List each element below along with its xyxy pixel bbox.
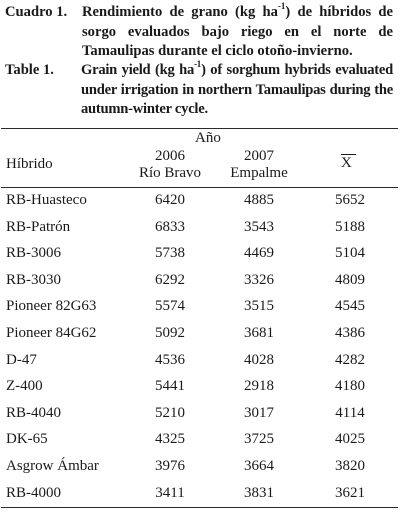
table-row <box>0 348 401 375</box>
hybrid-name-cell: RB-Huasteco <box>6 192 87 208</box>
yield-mean-cell: 4114 <box>335 404 365 421</box>
yield-mean-cell: 4809 <box>335 271 365 288</box>
yield-2007-cell: 4028 <box>244 351 274 368</box>
table-body <box>0 188 401 507</box>
caption-english-text-end: ) of sorghum hybrids evaluated under irrigation in northern Tamaulipas during the autumn-winter cycle. <box>81 62 393 117</box>
yield-2006-cell: 5092 <box>155 324 185 341</box>
hybrid-name-cell: Asgrow Ámbar <box>6 457 99 474</box>
caption-spanish-text-end: ) de híbridos de sorgo evaluados bajo riego en el norte de Tamaulipas durante el ciclo otoño-invierno. <box>82 4 394 59</box>
table-row <box>0 427 401 454</box>
table-row <box>0 188 401 215</box>
caption-english <box>5 61 393 120</box>
hybrid-name-cell: Z-400 <box>6 378 43 395</box>
table-row <box>0 321 401 348</box>
mean-column-header: X <box>341 155 352 171</box>
yield-2007-cell: 3515 <box>244 298 274 315</box>
yield-2007-cell: 2918 <box>244 378 274 395</box>
hybrid-name-cell: RB-3006 <box>6 245 62 262</box>
table-row <box>0 294 401 321</box>
yield-2006-cell: 6420 <box>155 192 185 208</box>
yield-mean-cell: 5652 <box>335 192 365 208</box>
yield-2007-cell: 3664 <box>244 457 274 474</box>
column-2006-year: 2006 <box>155 148 185 164</box>
yield-mean-cell: 4025 <box>335 431 365 448</box>
table-row <box>0 241 401 268</box>
table-row <box>0 454 401 481</box>
column-2007-year: 2007 <box>244 148 274 164</box>
yield-2006-cell: 4536 <box>155 351 185 368</box>
caption-spanish <box>5 3 393 62</box>
yield-2006-cell: 3976 <box>155 457 185 474</box>
table-bottom-rule <box>1 507 398 508</box>
yield-mean-cell: 5188 <box>335 218 365 235</box>
yield-mean-cell: 4545 <box>335 298 365 315</box>
hybrid-name-cell: RB-3030 <box>6 271 62 288</box>
yield-2006-cell: 6292 <box>155 271 185 288</box>
yield-2007-cell: 3681 <box>244 324 274 341</box>
yield-2007-cell: 3543 <box>244 218 274 235</box>
yield-2007-cell: 3017 <box>244 404 274 421</box>
yield-mean-cell: 3621 <box>335 484 365 501</box>
hybrid-name-cell: Pioneer 84G62 <box>6 324 97 341</box>
yield-2007-cell: 4469 <box>244 245 274 262</box>
table-row <box>0 268 401 295</box>
yield-2006-cell: 5441 <box>155 378 185 395</box>
yield-mean-cell: 3820 <box>335 457 365 474</box>
yield-2006-cell: 5574 <box>155 298 185 315</box>
yield-2007-cell: 3831 <box>244 484 274 501</box>
yield-mean-cell: 4180 <box>335 378 365 395</box>
yield-2007-cell: 4885 <box>244 192 274 208</box>
column-2007-location: Empalme <box>230 165 288 181</box>
yield-2006-cell: 5738 <box>155 245 185 262</box>
yield-mean-cell: 4386 <box>335 324 365 341</box>
table-row <box>0 481 401 508</box>
yield-2007-cell: 3725 <box>244 431 274 448</box>
hybrid-name-cell: RB-4000 <box>6 484 62 501</box>
yield-2007-cell: 3326 <box>244 271 274 288</box>
hybrid-name-cell: RB-4040 <box>6 404 62 421</box>
yield-2006-cell: 5210 <box>155 404 185 421</box>
hybrid-column-header: Híbrido <box>6 156 53 172</box>
caption-english-label: Table 1. <box>5 62 54 78</box>
table-row <box>0 374 401 401</box>
caption-spanish-text-start: Rendimiento de grano (kg ha <box>82 4 278 20</box>
caption-english-text <box>81 61 393 120</box>
yield-2006-cell: 4325 <box>155 431 185 448</box>
column-2006-location: Río Bravo <box>138 165 202 181</box>
hybrid-name-cell: D-47 <box>6 351 37 368</box>
yield-2006-cell: 3411 <box>155 484 185 501</box>
yield-mean-cell: 4282 <box>335 351 365 368</box>
caption-english-unit-exponent: -1 <box>194 59 202 70</box>
hybrid-name-cell: RB-Patrón <box>6 218 71 235</box>
table-row <box>0 401 401 428</box>
hybrid-name-cell: Pioneer 82G63 <box>6 298 97 315</box>
caption-spanish-text <box>82 3 393 62</box>
year-group-header: Año <box>195 130 221 146</box>
hybrid-name-cell: DK-65 <box>6 431 48 448</box>
caption-english-text-start: Grain yield (kg ha <box>81 62 195 78</box>
table-row <box>0 215 401 242</box>
caption-spanish-unit-exponent: -1 <box>277 1 286 12</box>
caption-spanish-label: Cuadro 1. <box>5 4 68 20</box>
yield-2006-cell: 6833 <box>155 218 185 235</box>
yield-mean-cell: 5104 <box>335 245 365 262</box>
